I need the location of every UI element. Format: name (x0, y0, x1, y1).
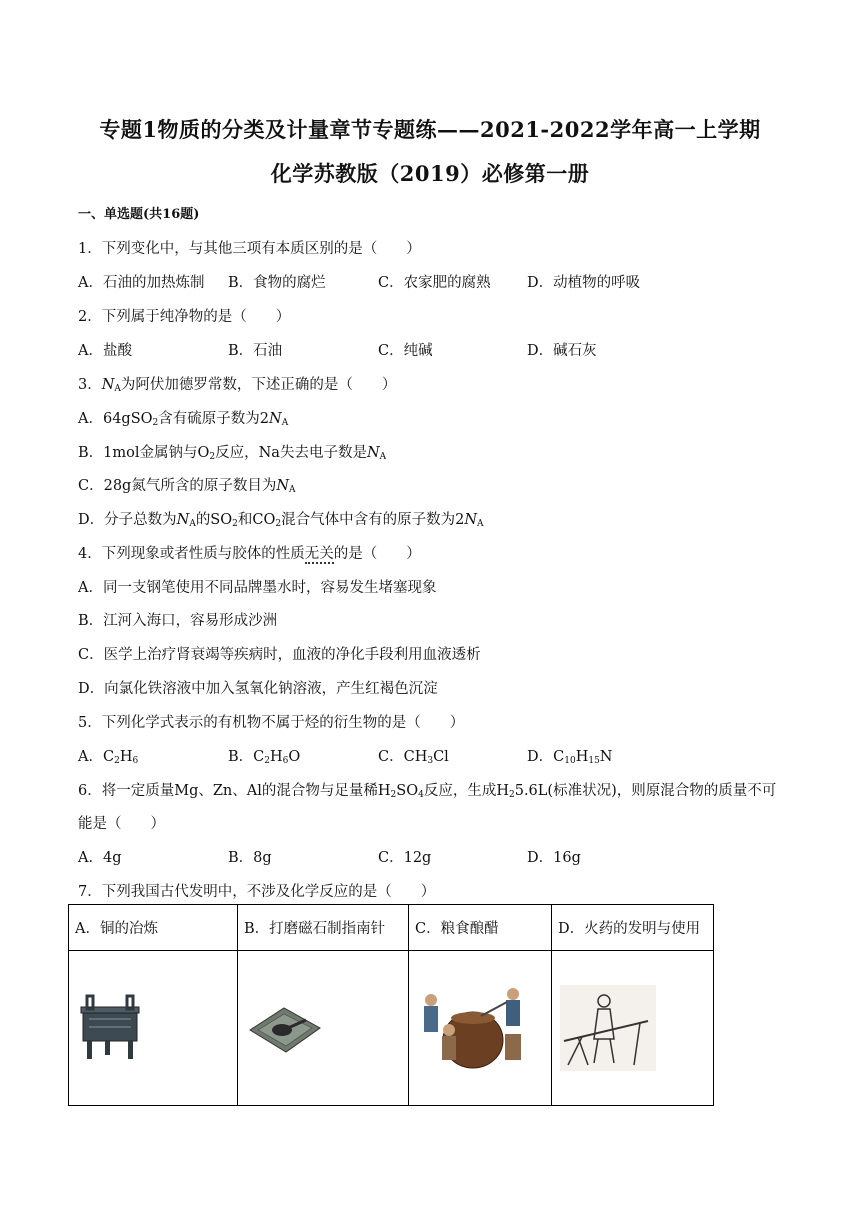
q7-header-d: D．火药的发明与使用 (552, 905, 714, 951)
q7-header-b: B．打磨磁石制指南针 (238, 905, 409, 951)
doc-title-line2: 化学苏教版（2019）必修第一册 (270, 161, 590, 186)
q5-option-b: B．$C_2H_6O$ (228, 749, 301, 766)
q3-stem: 3．$N_A$为阿伏加德罗常数，下述正确的是（ ） (78, 377, 397, 394)
compass-spoon-image (244, 998, 324, 1058)
q2-option-c: C．纯碱 (378, 343, 433, 359)
q3-option-c: C．28g氮气所含的原子数目为$N_A$ (78, 478, 296, 495)
q5-option-c: C．$CH_3Cl$ (378, 749, 449, 766)
q1-option-c: C．农家肥的腐熟 (378, 275, 491, 291)
section-heading: 一、单选题(共16题) (78, 207, 200, 222)
q7-image-b-cell (238, 951, 409, 1106)
q7-image-a-cell (69, 951, 238, 1106)
q2-option-b: B．石油 (228, 343, 283, 359)
q7-stem: 7．下列我国古代发明中，不涉及化学反应的是（ ） (78, 884, 436, 900)
q6-stem: 6．将一定质量Mg、Zn、Al的混合物与足量稀$H_2SO_4$反应，生成$H_25.6L$(标准状况)，则原混合物的质量不可 (78, 783, 777, 800)
q3-option-d: D．分子总数为$N_A$的$SO_2$和$CO_2$混合气体中含有的原子数为$2N_A$ (78, 512, 484, 529)
bronze-cauldron-image (75, 993, 145, 1063)
q4-option-c: C．医学上治疗肾衰竭等疾病时，血液的净化手段利用血液透析 (78, 647, 481, 663)
q5-option-d: D．$C_{10}H_{15}N$ (527, 749, 613, 766)
q7-option-table (68, 904, 714, 1106)
q2-stem: 2．下列属于纯净物的是（ ） (78, 309, 291, 325)
q5-option-a: A．$C_2H_6$ (78, 749, 139, 766)
q6-option-d: D．16g (527, 850, 581, 866)
q2-option-a: A．盐酸 (78, 343, 132, 359)
q4-option-d: D．向氯化铁溶液中加入氢氧化钠溶液，产生红褐色沉淀 (78, 681, 438, 697)
gunpowder-soldier-image (558, 983, 658, 1073)
q7-image-d-cell (552, 951, 714, 1106)
q1-option-d: D．动植物的呼吸 (527, 275, 641, 291)
q5-stem: 5．下列化学式表示的有机物不属于烃的衍生物的是（ ） (78, 715, 465, 731)
q6-option-c: C．12g (378, 850, 432, 866)
q1-option-b: B．食物的腐烂 (228, 275, 326, 291)
q4-option-a: A．同一支钢笔使用不同品牌墨水时，容易发生堵塞现象 (78, 580, 437, 596)
q7-header-c: C．粮食酿醋 (409, 905, 552, 951)
q6-option-a: A．4g (78, 850, 122, 866)
q3-option-b: B．1mol金属钠与$O_2$反应，Na失去电子数是$N_A$ (78, 445, 387, 462)
vinegar-brewing-image (415, 978, 525, 1078)
q1-option-a: A．石油的加热炼制 (78, 275, 205, 291)
q4-option-b: B．江河入海口，容易形成沙洲 (78, 613, 278, 629)
q4-stem: 4．下列现象或者性质与胶体的性质无关的是（ ） (78, 546, 421, 562)
q1-stem: 1．下列变化中，与其他三项有本质区别的是（ ） (78, 241, 421, 257)
q6-option-b: B．8g (228, 850, 272, 866)
q2-option-d: D．碱石灰 (527, 343, 597, 359)
q7-header-a: A．铜的冶炼 (69, 905, 238, 951)
emphasis-dots: 无关 (304, 546, 334, 562)
q3-option-a: A．64gSO$_2$含有硫原子数为$2N_A$ (78, 411, 289, 428)
doc-title-line1: 专题1物质的分类及计量章节专题练——2021-2022学年高一上学期 (99, 117, 761, 142)
q6-stem-line2: 能是（ ） (78, 816, 165, 832)
q7-image-c-cell (409, 951, 552, 1106)
